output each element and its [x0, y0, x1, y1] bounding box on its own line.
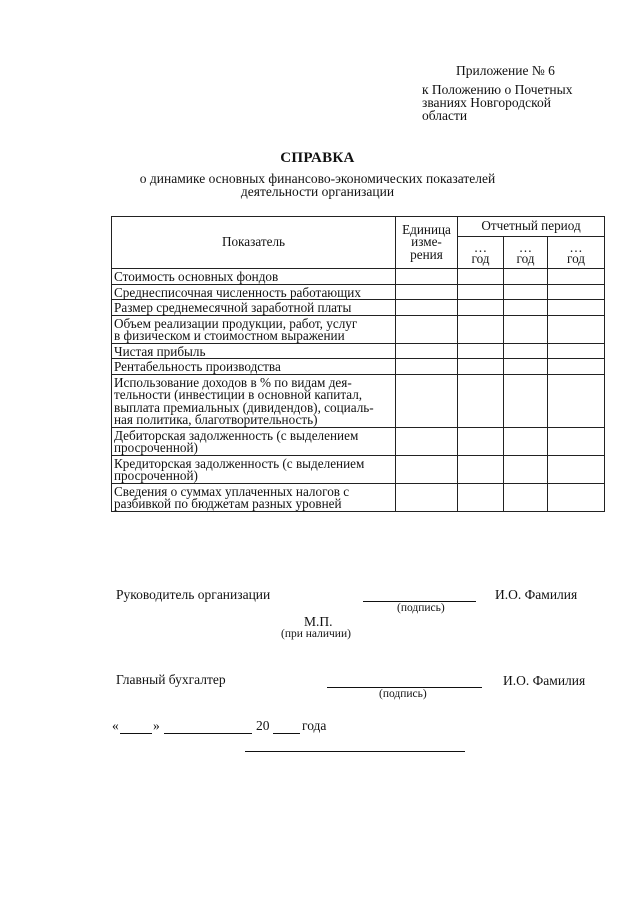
table-cell-empty	[548, 374, 605, 427]
row-label-line: Среднесписочная численность работающих	[114, 284, 361, 300]
table-row	[112, 359, 605, 375]
table-row	[112, 343, 605, 359]
year-3-dots: …	[569, 239, 583, 255]
table-cell-empty	[504, 315, 548, 343]
accountant-signature-hint: (подпись)	[379, 688, 427, 700]
table-cell-empty	[396, 315, 458, 343]
table-cell-empty	[504, 343, 548, 359]
table-cell-empty	[548, 483, 605, 511]
table-row	[112, 284, 605, 300]
stamp-hint: (при наличии)	[281, 628, 351, 640]
title-subtitle-line-1: о динамике основных финансово-экономических показателей	[139, 171, 496, 186]
table-header-row	[112, 217, 605, 237]
table-cell-empty	[548, 343, 605, 359]
header-year-1	[458, 237, 504, 269]
table-cell-empty	[396, 343, 458, 359]
date-open-quote: «	[112, 718, 119, 733]
table-cell-empty	[458, 315, 504, 343]
table-cell-empty	[504, 374, 548, 427]
row-label	[112, 359, 396, 375]
date-month-line	[164, 733, 252, 734]
row-label	[112, 455, 396, 483]
table-cell-empty	[504, 483, 548, 511]
table-row	[112, 374, 605, 427]
row-label-line: Объем реализации продукции, работ, услуг	[114, 315, 358, 331]
director-label: Руководитель организации	[116, 587, 271, 602]
table-row	[112, 427, 605, 455]
row-label	[112, 269, 396, 285]
row-label-line: ная политика, благотворительность)	[114, 412, 318, 427]
accountant-name: И.О. Фамилия	[503, 673, 586, 688]
row-label-line: просроченной)	[114, 468, 198, 483]
row-label-line: Сведения о суммах уплаченных налогов с	[114, 483, 350, 499]
director-name: И.О. Фамилия	[495, 587, 578, 602]
header-unit	[396, 217, 458, 269]
table-row	[112, 269, 605, 285]
header-year-3	[548, 237, 605, 269]
appendix-header	[422, 64, 572, 122]
date-year-line	[273, 733, 300, 734]
table-cell-empty	[396, 269, 458, 285]
table-cell-empty	[458, 455, 504, 483]
accountant-label: Главный бухгалтер	[116, 672, 226, 687]
table-cell-empty	[548, 300, 605, 316]
row-label	[112, 300, 396, 316]
year-1-label: год	[471, 250, 490, 266]
header-period: Отчетный период	[458, 217, 605, 237]
date-day-line	[120, 733, 152, 734]
table-cell-empty	[458, 359, 504, 375]
table-cell-empty	[504, 269, 548, 285]
table-row	[112, 315, 605, 343]
table-cell-empty	[458, 284, 504, 300]
row-label-line: Дебиторская задолженность (с выделением	[114, 427, 359, 443]
header-unit-line-3: рения	[410, 246, 443, 262]
row-label-line: тельности (инвестиции в основной капитал,	[114, 387, 363, 402]
row-label-line: Использование доходов в % по видам дея-	[114, 374, 352, 390]
row-label-line: Кредиторская задолженность (с выделением	[114, 455, 365, 471]
table-cell-empty	[548, 315, 605, 343]
table-cell-empty	[458, 343, 504, 359]
row-label-line: Размер среднемесячной заработной платы	[114, 300, 352, 315]
table-cell-empty	[396, 455, 458, 483]
table-cell-empty	[504, 455, 548, 483]
year-3-label: год	[567, 250, 586, 266]
header-year-2	[504, 237, 548, 269]
appendix-ref-line-3: области	[422, 108, 468, 123]
table-cell-empty	[458, 300, 504, 316]
table-cell-empty	[458, 427, 504, 455]
row-label-line: выплата премиальных (дивидендов), социаль-	[114, 399, 374, 415]
table-cell-empty	[504, 427, 548, 455]
appendix-number: Приложение № 6	[456, 63, 555, 78]
year-1-dots: …	[473, 239, 488, 255]
document-title	[0, 150, 635, 198]
title-subtitle-line-2: деятельности организации	[240, 184, 395, 199]
row-label	[112, 315, 396, 343]
date-suffix: года	[302, 718, 327, 733]
director-signature-hint: (подпись)	[397, 602, 445, 614]
row-label	[112, 374, 396, 427]
appendix-ref-line-1: к Положению о Почетных	[422, 82, 573, 97]
table-row	[112, 300, 605, 316]
table-cell-empty	[396, 359, 458, 375]
row-label-line: разбивкой по бюджетам разных уровней	[114, 496, 342, 511]
table-cell-empty	[458, 374, 504, 427]
table-cell-empty	[548, 269, 605, 285]
header-indicator-text: Показатель	[221, 234, 286, 250]
year-2-label: год	[516, 250, 535, 266]
stamp-label: М.П.	[304, 614, 333, 629]
table-cell-empty	[396, 427, 458, 455]
table-cell-empty	[504, 300, 548, 316]
row-label	[112, 483, 396, 511]
row-label-line: в физическом и стоимостном выражении	[114, 328, 345, 343]
row-label	[112, 343, 396, 359]
row-label-line: просроченной)	[114, 440, 198, 455]
appendix-ref-line-2: званиях Новгородской	[422, 95, 551, 110]
row-label-line: Рентабельность производства	[114, 359, 281, 374]
date-century: 20	[256, 718, 270, 733]
header-unit-line-2: изме-	[411, 234, 442, 250]
table-cell-empty	[458, 483, 504, 511]
row-label	[112, 284, 396, 300]
date-close-quote: »	[153, 718, 160, 733]
table-cell-empty	[504, 284, 548, 300]
row-label-line: Чистая прибыль	[114, 343, 206, 359]
row-label	[112, 427, 396, 455]
header-unit-line-1: Единица	[402, 221, 451, 237]
year-2-dots: …	[518, 239, 533, 255]
indicators-table	[111, 216, 605, 512]
table-cell-empty	[548, 427, 605, 455]
table-cell-empty	[548, 455, 605, 483]
bottom-blank-line	[245, 751, 465, 752]
table-cell-empty	[396, 374, 458, 427]
table-cell-empty	[504, 359, 548, 375]
table-cell-empty	[548, 284, 605, 300]
title-heading: СПРАВКА	[280, 150, 355, 166]
header-indicator	[112, 217, 396, 269]
table-cell-empty	[396, 483, 458, 511]
row-label-line: Стоимость основных фондов	[114, 269, 279, 284]
table-row	[112, 483, 605, 511]
table-cell-empty	[458, 269, 504, 285]
table-row	[112, 455, 605, 483]
table-cell-empty	[396, 284, 458, 300]
table-cell-empty	[396, 300, 458, 316]
table-cell-empty	[548, 359, 605, 375]
